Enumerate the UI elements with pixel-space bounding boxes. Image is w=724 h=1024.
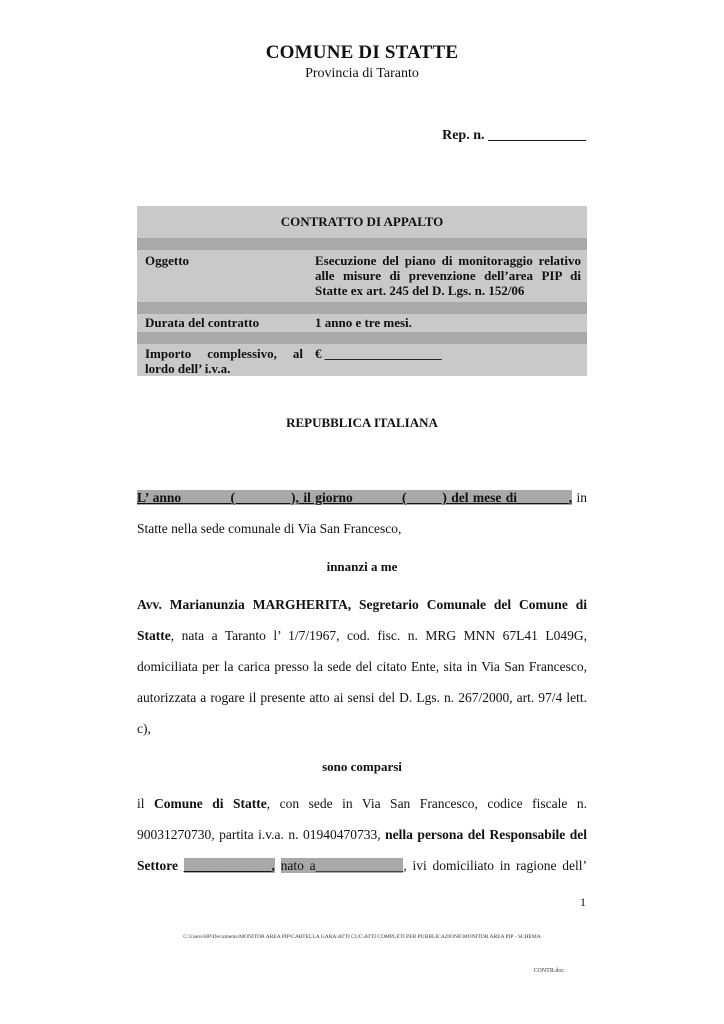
body-line-4 [137,628,587,644]
body-line-8-rest: , con sede in Via San Francesco, codice fiscale n. [266,796,587,811]
footer-doc-name: CONTR.doc [533,968,564,974]
body-line-8-pre: il [137,796,145,811]
importo-label-line-2: lordo dell’ i.v.a. [145,361,231,376]
body-line-9-pre: 90031270730, partita i.v.a. n. 01940470733, [137,827,381,842]
contract-summary-table [137,206,587,376]
section-heading: REPUBBLICA ITALIANA [286,415,438,430]
oggetto-line-1: Esecuzione del piano di monitoraggio relativo [315,253,581,268]
document-subtitle: Provincia di Taranto [305,66,419,81]
body-line-7: c), [137,721,151,736]
settore-placeholder: _____________, [183,858,275,873]
comune-bold: Comune di Statte [154,796,267,811]
body-line-8 [137,796,587,812]
responsabile-bold: nella persona del Responsabile del [385,827,587,842]
oggetto-line-2: alle misure di prevenzione dell’area PIP di [315,268,581,283]
statte-bold: Statte [137,628,171,643]
body-line-6: autorizzata a rogare il presente atto ai sensi del D. Lgs. n. 267/2000, art. 97/4 lett. [137,690,587,705]
innanzi-heading: innanzi a me [326,559,398,574]
nato-a-placeholder: _____________ [315,858,404,873]
document-title: COMUNE DI STATTE [265,42,459,63]
comparsi-heading: sono comparsi [322,759,402,774]
oggetto-line-3: Statte ex art. 245 del D. Lgs. n. 152/06 [315,283,525,298]
date-placeholder: L’ anno ______ ( _______ ), il giorno ______ ( ____ ) del mese di _______, [137,490,573,505]
body-line-5: domiciliata per la carica presso la sede del citato Ente, sita in Via San Francesco, [137,659,587,674]
body-line-3: Avv. Marianunzia MARGHERITA, Segretario Comunale del Comune di [137,597,587,612]
nato-a-label: nato a [280,858,316,873]
body-line-1-rest: in [576,490,587,505]
table-separator [137,332,587,344]
table-title: CONTRATTO DI APPALTO [280,214,444,229]
body-line-9 [137,827,587,843]
page-number: 1 [580,895,586,909]
body-line-1 [137,490,587,506]
durata-label: Durata del contratto [145,315,260,330]
settore-bold: Settore [137,858,178,873]
body-line-2: Statte nella sede comunale di Via San Francesco, [137,521,402,536]
durata-value: 1 anno e tre mesi. [315,315,412,330]
importo-value: € __________________ [315,346,442,361]
body-line-10 [137,858,587,874]
importo-label-line-1: Importo complessivo, al [145,346,303,361]
table-separator [137,302,587,314]
repertorio-number: Rep. n. ______________ [442,128,586,143]
body-line-10-rest: , ivi domiciliato in ragione dell’ [403,858,588,873]
oggetto-label: Oggetto [145,253,190,268]
footer-file-path: C:\Users\HP\Documents\MONITOR AREA PIP\CARTELLA GARA\ATTI CUC\ATTI COMPLETI PER PUBBLICAZIONE\MONITOR AREA PIP - SCHEMA [183,934,541,940]
table-separator [137,238,587,250]
body-line-4-rest: , nata a Taranto l’ 1/7/1967, cod. fisc. n. MRG MNN 67L41 L049G, [170,628,587,643]
